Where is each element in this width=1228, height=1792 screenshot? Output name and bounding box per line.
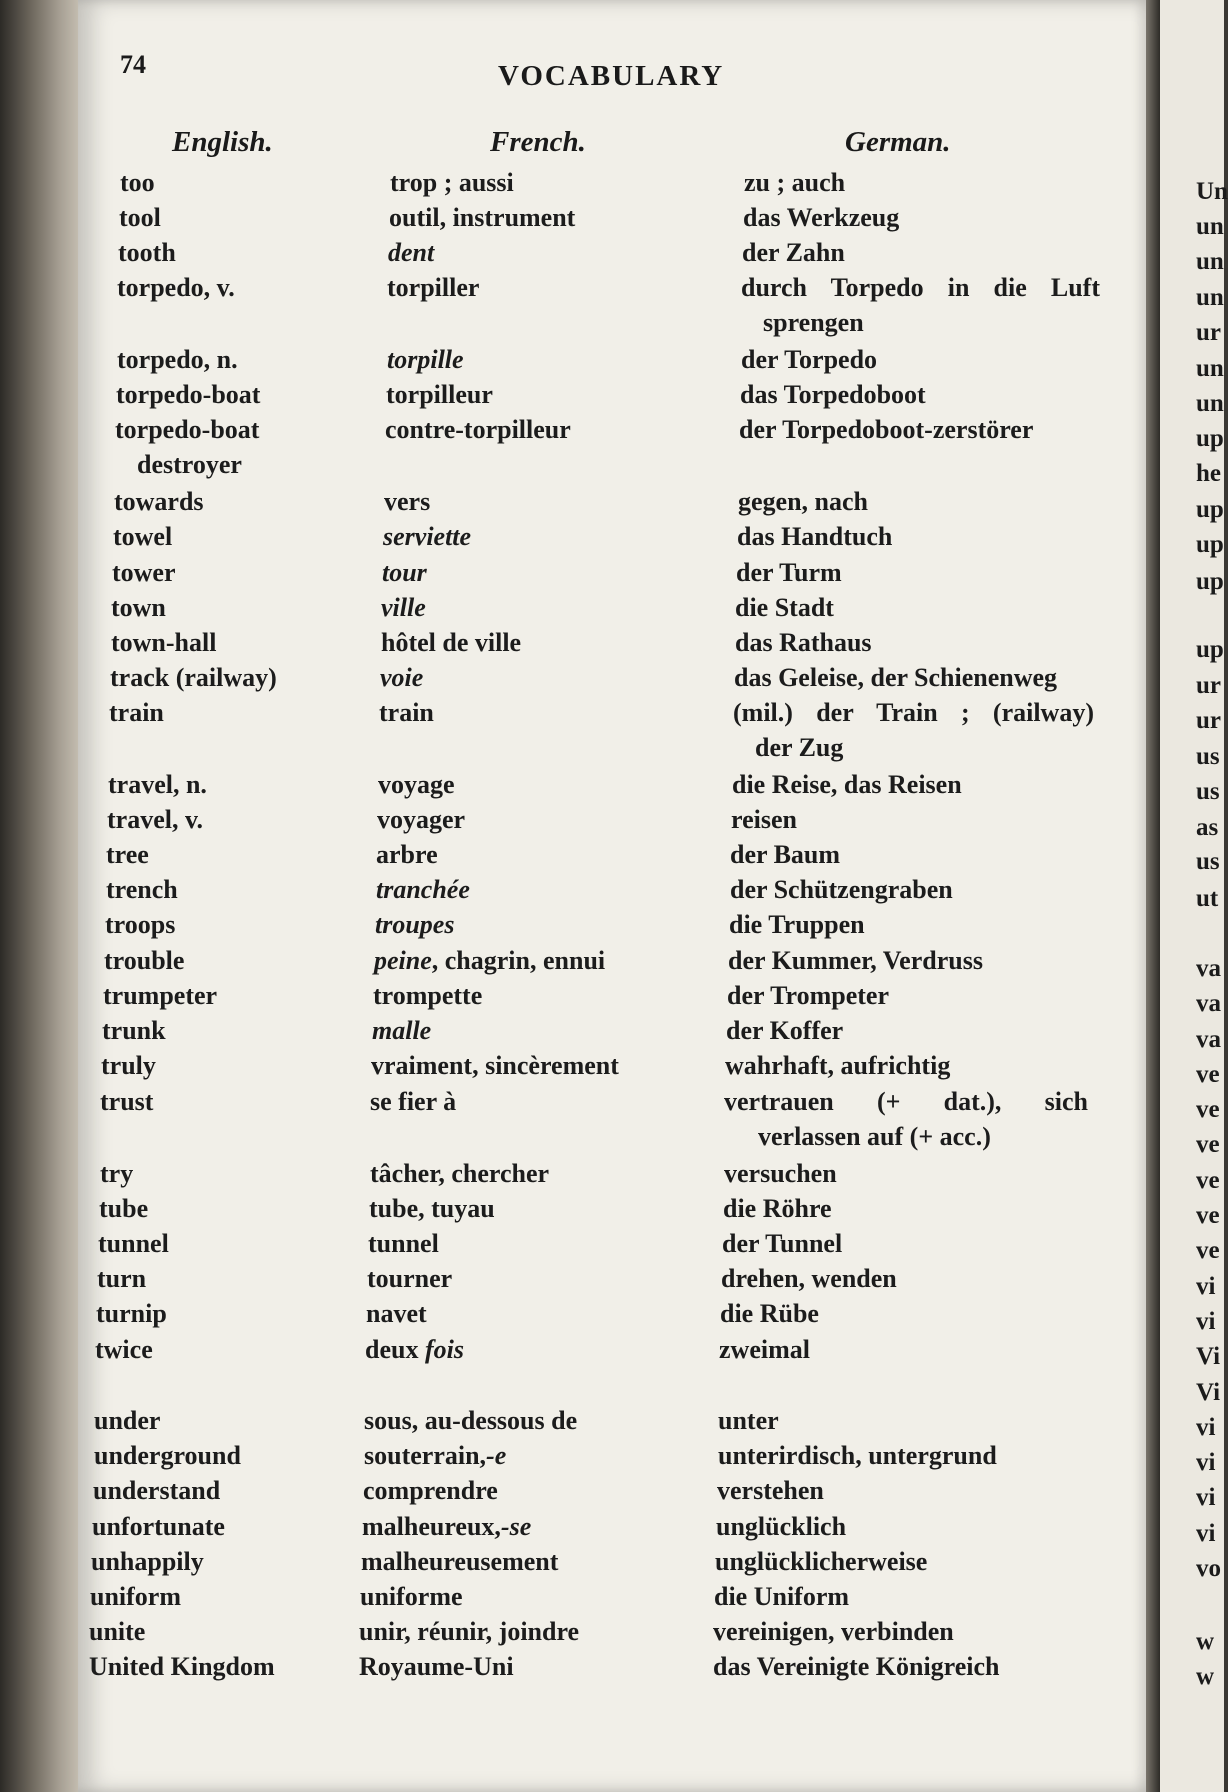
- facing-page-word-fragment: vi: [1196, 1520, 1216, 1547]
- facing-page-word-fragment: ve: [1196, 1096, 1220, 1123]
- french-term-text: tour: [382, 558, 427, 587]
- english-term: travel, v.: [107, 805, 204, 834]
- german-term: wahrhaft, aufrichtig: [725, 1051, 951, 1080]
- english-term: torpedo, v.: [117, 273, 235, 302]
- french-term: [375, 910, 454, 940]
- english-term: tower: [112, 558, 176, 587]
- french-term: [367, 1264, 452, 1294]
- english-term: trunk: [102, 1016, 166, 1045]
- facing-page-word-fragment: ve: [1196, 1061, 1220, 1088]
- french-term: [370, 1087, 456, 1117]
- page-number: 74: [120, 50, 146, 79]
- facing-page-word-fragment: vi: [1196, 1484, 1216, 1511]
- english-term: town-hall: [111, 628, 217, 657]
- french-term-text: ville: [381, 593, 426, 622]
- english-term: try: [100, 1159, 134, 1188]
- english-term: under: [94, 1406, 161, 1435]
- french-term-text: vraiment, sincèrement: [371, 1051, 619, 1080]
- german-term: der Kummer, Verdruss: [728, 946, 983, 975]
- french-term: [373, 981, 482, 1011]
- french-term-text: tourner: [367, 1264, 453, 1293]
- facing-page-word-fragment: ur: [1196, 707, 1221, 734]
- french-term-text: troupes: [375, 910, 455, 939]
- facing-page-word-fragment: us: [1196, 743, 1220, 770]
- german-term: der Koffer: [726, 1016, 844, 1045]
- facing-page-word-fragment: ve: [1196, 1131, 1220, 1158]
- facing-page-word-fragment: vi: [1196, 1308, 1216, 1335]
- french-term-text: arbre: [376, 840, 438, 869]
- french-term-text: Royaume-Uni: [359, 1652, 514, 1681]
- french-term: [371, 1051, 619, 1081]
- german-term: vereinigen, verbinden: [713, 1617, 954, 1646]
- english-term: United Kingdom: [89, 1652, 275, 1681]
- facing-page-word-fragment: Vi: [1196, 1379, 1221, 1406]
- french-term: [364, 1406, 577, 1436]
- german-term: die Reise, das Reisen: [732, 770, 962, 799]
- facing-page-word-fragment: vi: [1196, 1449, 1216, 1476]
- facing-page-word-fragment: ur: [1196, 319, 1221, 346]
- french-term-text: outil, instrument: [389, 203, 576, 232]
- facing-page-word-fragment: un: [1196, 390, 1224, 417]
- french-term-text: hôtel de ville: [381, 628, 522, 657]
- french-term-text: tunnel: [368, 1229, 439, 1258]
- german-term: der Turm: [736, 558, 842, 587]
- german-term: der Torpedo: [741, 345, 878, 374]
- french-term: [363, 1476, 498, 1506]
- german-term: der Trompeter: [727, 981, 889, 1010]
- french-term-text: uniforme: [360, 1582, 463, 1611]
- german-term: die Uniform: [714, 1582, 850, 1611]
- french-term-text: tranchée: [376, 875, 470, 904]
- german-term: zweimal: [719, 1335, 810, 1364]
- facing-page-word-fragment: va: [1196, 955, 1221, 982]
- french-term: [383, 522, 471, 552]
- english-term: tooth: [118, 238, 176, 267]
- english-term: understand: [93, 1476, 221, 1505]
- french-term: [381, 628, 521, 658]
- french-term: [360, 1582, 463, 1612]
- german-term: der Baum: [730, 840, 841, 869]
- german-term: durch Torpedo in die Luft: [741, 273, 1100, 302]
- german-term-continuation: verlassen auf (+ acc.): [758, 1122, 991, 1151]
- german-term: unterirdisch, untergrund: [718, 1441, 997, 1470]
- french-term: [381, 593, 426, 623]
- english-term: twice: [95, 1335, 153, 1364]
- german-term-continuation: der Zug: [755, 733, 844, 762]
- english-term-continuation: destroyer: [137, 450, 242, 479]
- german-term: der Schützengraben: [730, 875, 953, 904]
- french-term-text: torpille: [387, 345, 464, 374]
- facing-page-word-fragment: un: [1196, 284, 1224, 311]
- french-term: [359, 1652, 514, 1682]
- french-term-italic-part: peine: [374, 946, 432, 975]
- english-term: truly: [101, 1051, 156, 1080]
- french-term: [364, 1441, 506, 1471]
- french-term-text: sous, au-dessous de: [364, 1406, 578, 1435]
- german-term: unglücklicherweise: [715, 1547, 928, 1576]
- french-term: [374, 946, 605, 976]
- french-term: [366, 1299, 427, 1329]
- french-term: [376, 840, 438, 870]
- facing-page-word-fragment: up: [1196, 636, 1224, 663]
- french-term: [390, 168, 514, 198]
- facing-page-word-fragment: up: [1196, 496, 1224, 523]
- german-term: das Handtuch: [737, 522, 893, 551]
- english-term: troops: [105, 910, 176, 939]
- german-term: die Truppen: [729, 910, 865, 939]
- facing-page-word-fragment: vo: [1196, 1555, 1221, 1582]
- french-term: [362, 1512, 531, 1542]
- german-term: das Rathaus: [735, 628, 872, 657]
- french-term-text: comprendre: [363, 1476, 498, 1505]
- french-term-text: torpiller: [387, 273, 480, 302]
- english-term: tube: [99, 1194, 149, 1223]
- facing-page-word-fragment: un: [1196, 213, 1224, 240]
- english-term: unhappily: [91, 1547, 204, 1576]
- french-term: [369, 1194, 495, 1224]
- facing-page-word-fragment: un: [1196, 248, 1224, 275]
- french-term: [385, 415, 571, 445]
- french-term: [387, 273, 479, 303]
- french-term: [389, 203, 575, 233]
- german-term: die Stadt: [735, 593, 834, 622]
- facing-page-word-fragment: vi: [1196, 1414, 1216, 1441]
- english-term: turn: [97, 1264, 147, 1293]
- english-term: town: [111, 593, 166, 622]
- french-term-italic-suffix: -e: [486, 1441, 507, 1470]
- facing-page-word-fragment: ut: [1196, 885, 1219, 912]
- french-term-text: malheureusement: [361, 1547, 559, 1576]
- german-term: der Zahn: [742, 238, 845, 267]
- german-term: das Geleise, der Schienenweg: [734, 663, 1058, 692]
- column-header-french: French.: [490, 126, 586, 158]
- running-head: VOCABULARY: [498, 60, 725, 92]
- facing-page-word-fragment: up: [1196, 568, 1224, 595]
- french-term-text: serviette: [383, 522, 472, 551]
- german-term: die Rübe: [720, 1299, 819, 1328]
- german-term: gegen, nach: [738, 487, 868, 516]
- german-term: unglücklich: [716, 1512, 847, 1541]
- facing-page-word-fragment: w: [1196, 1628, 1215, 1655]
- french-term: [382, 558, 427, 588]
- german-term: drehen, wenden: [721, 1264, 897, 1293]
- facing-page-word-fragment: ur: [1196, 672, 1221, 699]
- english-term: torpedo-boat: [116, 380, 261, 409]
- french-term: [365, 1335, 464, 1365]
- german-term: die Röhre: [723, 1194, 832, 1223]
- english-term: unite: [89, 1617, 146, 1646]
- french-term: [372, 1016, 431, 1046]
- french-term-text: train: [379, 698, 434, 727]
- french-term-text: malheureux,: [362, 1512, 501, 1541]
- english-term: torpedo, n.: [117, 345, 238, 374]
- english-term: uniform: [90, 1582, 181, 1611]
- facing-page-word-fragment: up: [1196, 425, 1224, 452]
- english-term: trench: [106, 875, 178, 904]
- english-term: underground: [94, 1441, 241, 1470]
- french-term-text: malle: [372, 1016, 432, 1045]
- french-term: [388, 238, 434, 268]
- french-term-text: tube, tuyau: [369, 1194, 495, 1223]
- german-term: der Torpedoboot-zerstörer: [739, 415, 1034, 444]
- french-term: [359, 1617, 579, 1647]
- french-term-text: voyage: [378, 770, 455, 799]
- facing-page-word-fragment: us: [1196, 778, 1220, 805]
- english-term: towards: [114, 487, 204, 516]
- french-term: [387, 345, 464, 375]
- facing-page-word-fragment: us: [1196, 848, 1220, 875]
- french-term: [380, 663, 423, 693]
- german-term: unter: [718, 1406, 779, 1435]
- english-term: trouble: [104, 946, 185, 975]
- english-term: unfortunate: [92, 1512, 225, 1541]
- facing-page-word-fragment: ve: [1196, 1167, 1220, 1194]
- english-term: too: [120, 168, 155, 197]
- french-term-text: dent: [388, 238, 435, 267]
- french-term-text: trop ; aussi: [390, 168, 514, 197]
- french-term: [384, 487, 430, 517]
- facing-page-word-fragment: vi: [1196, 1273, 1216, 1300]
- french-term-italic-suffix: fois: [424, 1335, 464, 1364]
- french-term-text: torpilleur: [386, 380, 493, 409]
- facing-page-word-fragment: Vi: [1196, 1343, 1221, 1370]
- english-term: train: [109, 698, 164, 727]
- german-term: der Tunnel: [722, 1229, 843, 1258]
- english-term: turnip: [96, 1299, 167, 1328]
- english-term: trumpeter: [103, 981, 218, 1010]
- french-term-text: se fier à: [370, 1087, 457, 1116]
- facing-page-word-fragment: un: [1196, 355, 1224, 382]
- french-term-text: tâcher, chercher: [370, 1159, 550, 1188]
- facing-page-word-fragment: w: [1196, 1663, 1215, 1690]
- french-term: [361, 1547, 558, 1577]
- facing-page-word-fragment: as: [1196, 814, 1219, 841]
- english-term: tool: [119, 203, 161, 232]
- german-term: vertrauen (+ dat.), sich: [724, 1087, 1088, 1116]
- facing-page-word-fragment: up: [1196, 531, 1224, 558]
- english-term: towel: [113, 522, 173, 551]
- french-term-text: souterrain,: [364, 1441, 487, 1470]
- column-header-english: English.: [172, 126, 273, 158]
- french-term-text: contre-torpilleur: [385, 415, 571, 444]
- french-term: [376, 875, 470, 905]
- french-term-text: trompette: [373, 981, 483, 1010]
- german-term: zu ; auch: [744, 168, 846, 197]
- english-term: torpedo-boat: [115, 415, 260, 444]
- german-term: versuchen: [724, 1159, 837, 1188]
- column-header-german: German.: [845, 126, 951, 158]
- french-term: [378, 770, 455, 800]
- french-term: [386, 380, 493, 410]
- english-term: tunnel: [98, 1229, 169, 1258]
- french-term-text: , chagrin, ennui: [431, 946, 606, 975]
- french-term: [379, 698, 434, 728]
- french-term-text: unir, réunir, joindre: [359, 1617, 580, 1646]
- german-term: (mil.) der Train ; (railway): [733, 698, 1094, 727]
- french-term: [368, 1229, 439, 1259]
- facing-page-word-fragment: ve: [1196, 1237, 1220, 1264]
- facing-page-word-fragment: va: [1196, 1026, 1221, 1053]
- french-term-italic-suffix: -se: [500, 1512, 532, 1541]
- german-term: das Torpedoboot: [740, 380, 926, 409]
- french-term-text: voyager: [377, 805, 466, 834]
- facing-page-word-fragment: Un: [1196, 178, 1228, 205]
- english-term: track (railway): [110, 663, 277, 692]
- french-term-text: vers: [384, 487, 431, 516]
- french-term-text: navet: [366, 1299, 427, 1328]
- facing-page-word-fragment: he: [1196, 460, 1221, 487]
- english-term: tree: [106, 840, 149, 869]
- german-term: verstehen: [717, 1476, 824, 1505]
- french-term: [370, 1159, 549, 1189]
- facing-page-word-fragment: ve: [1196, 1202, 1220, 1229]
- english-term: trust: [100, 1087, 154, 1116]
- french-term-text: voie: [380, 663, 424, 692]
- french-term-text: deux: [365, 1335, 425, 1364]
- german-term: das Vereinigte Königreich: [713, 1652, 1000, 1681]
- english-term: travel, n.: [108, 770, 207, 799]
- german-term-continuation: sprengen: [763, 308, 864, 337]
- facing-page-word-fragment: va: [1196, 990, 1221, 1017]
- french-term: [377, 805, 465, 835]
- german-term: reisen: [731, 805, 797, 834]
- german-term: das Werkzeug: [743, 203, 900, 232]
